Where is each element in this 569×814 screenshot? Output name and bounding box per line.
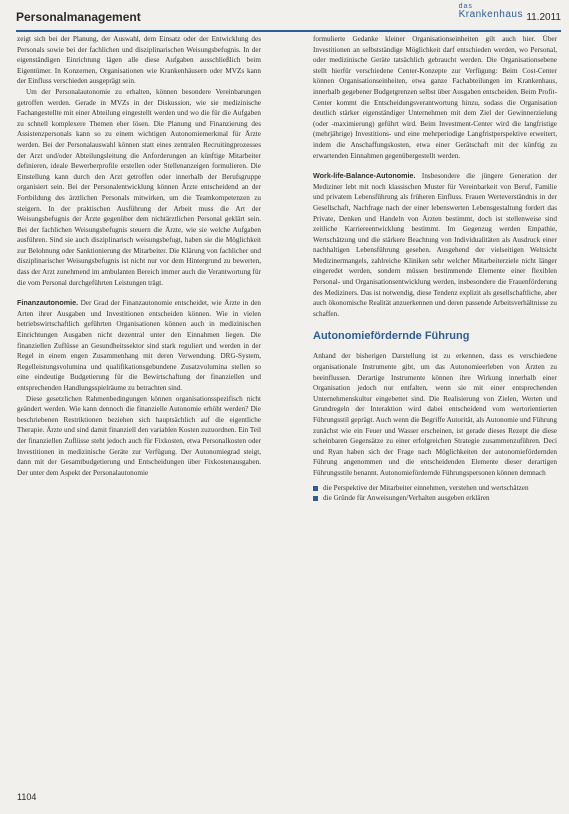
right-paragraph-1: formulierte Gedanke kleiner Organisationseinheiten gilt auch hier. Über Investitionen an selbstständige Möglichkeit darf entschieden werden, wo Personal, oder medizinische Geräte tatsächlich gebraucht werden. Die Organisationsebene stellt hierfür verschiedene Center-Konzepte zur Verfügung: Beim Cost-Center können Organisationseinheiten, etwa ganze Fachabteilungen im Krankenhaus, innerhalb gegebener Budgetgrenzen selbst über Ausgaben entscheiden. Beim Profit-Center kommt die Entscheidungsverantwortung hinzu, sodass die Organisation deutlich stärker eigenständiger Unternehmen mit dem Ziel der Gewinnerzielung (oder -maximierung) geführt wird. Beim Investment-Center wird die langfristige (mehrjährige) Investitions- und eine mehrperiodige Langfristperspektive erweitert, indem die Anschaffungskosten, etwa einer Gerätschaft mit der künftig zu erwartenden Einnahmen gegenübergestellt werden. (313, 35, 557, 160)
right-paragraph-2 (313, 171, 557, 319)
work-life-text: Insbesondere die jüngere Generation der Mediziner lebt mit noch klassischen Muster für Vereinbarkeit von Beruf, Familie und privatem Lebensführung als früheren Einfluss. Frauen Werteverständnis in der Gesellschaft, Nachfrage nach der einer lebenswerten Lebensgestaltung fordert das Private, Denken und Handeln von Ärzten bestimmt, doch ist stellenweise sind zeitliche Karriereentwicklung bestimmt. Im Gegenzug werden Empathie, Wertschätzung und die stärkere Beachtung von Individualitäten als Ausdruck einer nachhaltigen Lebensführung gesehen. Ausgehend der vielseitigen Weltsicht Medizinermangels, zahlreiche Kliniken sehr welcher Mitarbeiterziele nicht länger eingeredet werden, sondern müssen bestimmende Elemente einer flexiblen Personal- und Organisationsentwicklung werden, insbesondere die Frauenförderung des Mediziners. Das ist notwendig, diese Tendenz explizit als gesellschaftliche, aber auch ökonomische Realität anzuerkennen und deren passende Arbeitsverhältnisse zu schaffen. (313, 172, 557, 318)
logo-main-text: Krankenhaus (458, 9, 523, 20)
square-bullet-icon (313, 496, 318, 501)
list-item (313, 493, 557, 504)
page-header (16, 4, 561, 28)
page-number: 1104 (17, 792, 37, 802)
left-paragraph-2: Um der Personalautonomie zu erhalten, können besondere Vereinbarungen getroffen werden. Gerade in MVZs in der Diskussion, wie sie medizinische Fachangestellte mit einer Abteilung eingestellt werden und wo die für die Aufgaben zu schnell komplexere Themen eher lösen. Die Planung und Finanzierung des Assistenzpersonals kann so zu einem wichtigen Autonomiemerkmal für Ärzte werden. Bei der Personalauswahl können statt eines zentralen Recruitingprozesses der Arzt und/oder Abteilungsleitung die Anforderungen an künftige Mitarbeiter definieren, ideale Bewerberprofile erstellen oder Stellenanzeigen formulieren. Die Einstellung kann durch den Arzt getroffen oder innerhalb der Berufsgruppe organisiert sein. Bei der Personalentwicklung können Ärzte entscheidend an der Fortbildung des ärztlichen Personals mitwirken, um die Teamkompetenzen zu steigern. In der praktischen Ausführung der Arbeit muss die Art der Weisungsbefugnis der Ärzte gegenüber dem nichtärztlichen Personal geklärt sein. Bei der fachlichen Weisungsbefugnis steuern die Ärzte, wie sie welche Aufgaben ausführen. Sind sie auch disziplinarisch weisungsbefugt, haben sie die Möglichkeit zur Belohnung oder Sanktionierung der Mitarbeiter. Die Klärung von fachlicher und disziplinarischer Weisungsbefugnis ist nicht nur vor dem Hintergrund zu bewerten, dass der Arzt zunehmend im ambulanten Bereich immer auch die Verantwortung für die vom Personal durchgeführten Leistungen trägt. (17, 87, 261, 287)
bullet-text: die Gründe für Anweisungen/Verhalten ausgeben erklären (323, 494, 490, 503)
left-column (17, 34, 261, 478)
header-rule (16, 30, 561, 32)
square-bullet-icon (313, 486, 318, 491)
left-paragraph-4: Diese gesetzlichen Rahmenbedingungen können organisationsspezifisch nicht geändert werden. Wie kann dennoch die finanzielle Autonomie erhöht werden? Die beschriebenen Restriktionen beziehen sich hauptsächlich auf die eigentliche Therapie. Ärzte und sind damit finanziell den variablen Kosten zuzuordnen. Ein Teil der finanziellen Zuflüsse steht jedoch auch für Fixkosten, etwa Personalkosten oder Investitionen in medizinische Geräte zur Verfügung. Der Autonomiegrad steigt, dann mit der Gesamtbudgetierung und Entscheidungen über Fixkostenausgaben. Der unter dem Aspekt der Personalautonomie (17, 394, 261, 477)
bullet-text: die Perspektive der Mitarbeiter einnehmen, verstehen und wertschätzen (323, 483, 529, 492)
journal-logo (459, 3, 523, 20)
work-life-label: Work-life-Balance-Autonomie. (313, 171, 416, 181)
logo-top-text: das (458, 3, 473, 10)
section-heading: Autonomiefördernde Führung (313, 330, 470, 343)
left-paragraph-3 (17, 298, 261, 393)
list-item (313, 483, 557, 494)
section-title: Personalmanagement (16, 10, 141, 24)
left-paragraph-1: zeigt sich bei der Planung, der Auswahl, dem Einsatz oder der Entwicklung des Personals sowie bei der fachlichen und disziplinarischen Weisungsbefugnis. In der eigenständigen Einrichtung lägen alle diese Aufgaben ausschließlich beim Eigentümer. In Konzernen, Organisationen wie Krankenhäusern oder MVZs kann der Einfluss verschieden ausgeprägt sein. (17, 35, 261, 86)
right-paragraph-3: Anhand der bisherigen Darstellung ist zu erkennen, dass es verschiedene organisationale Instrumente gibt, um das Autonomieerleben von Ärzten zu beeinflussen. Derartige Instrumente können ihre Wirkung innerhalb einer Organisation jedoch nur entfalten, wenn sie mit einer entsprechenden Unternehmenskultur eingebettet sind. Die Realisierung von Zielen, Werten und Grundregeln der Interaktion wird dabei entscheidend vom wertorientierten Führungsstil geprägt. Auch wenn die Begriffe Autorität, als Autonomie und Führung zunächst wie ein Feuer und Wasser erscheinen, ist gerade dieses Rezept die diese scheinbaren Gegensätze zu einer erfolgreichen Strategie zusammenzuführen. Deci und Ryan haben sich der Frage nach Möglichkeiten der autonomiefördernden Führung angenommen und die entscheidenden Elemente dieser derartigen Führungsstile benannt. Autonomiefördernde Führungspersonen können demnach (313, 352, 557, 477)
finanzautonomie-text: Der Grad der Finanzautonomie entscheidet, wie Ärzte in den Arten ihrer Ausgaben und Investitionen entscheiden können. Wie in vielen betriebswirtschaftlich geführten Organisationen können auch in medizinischen Einrichtungen Ausgaben nicht dezentral unter den Einnahmen liegen. Die finanziellen Zuflüsse an Gesundheitssektor sind stark reguliert und werden in der Regel in einem engen Zusammenhang mit deren Verwendung. DRG-System, Regelleistungsvolumina und qualifikationsgebundene Zusatzvolumina stellen so eine eindeutige Budgetierung für die Bewirtschaftung der finanziellen und entsprechenden Handlungsspielräume zu betrachten sind. (17, 299, 261, 392)
right-column (313, 34, 557, 504)
issue-number: 11.2011 (526, 12, 561, 23)
finanzautonomie-label: Finanzautonomie. (17, 298, 79, 308)
bullet-list (313, 483, 557, 504)
